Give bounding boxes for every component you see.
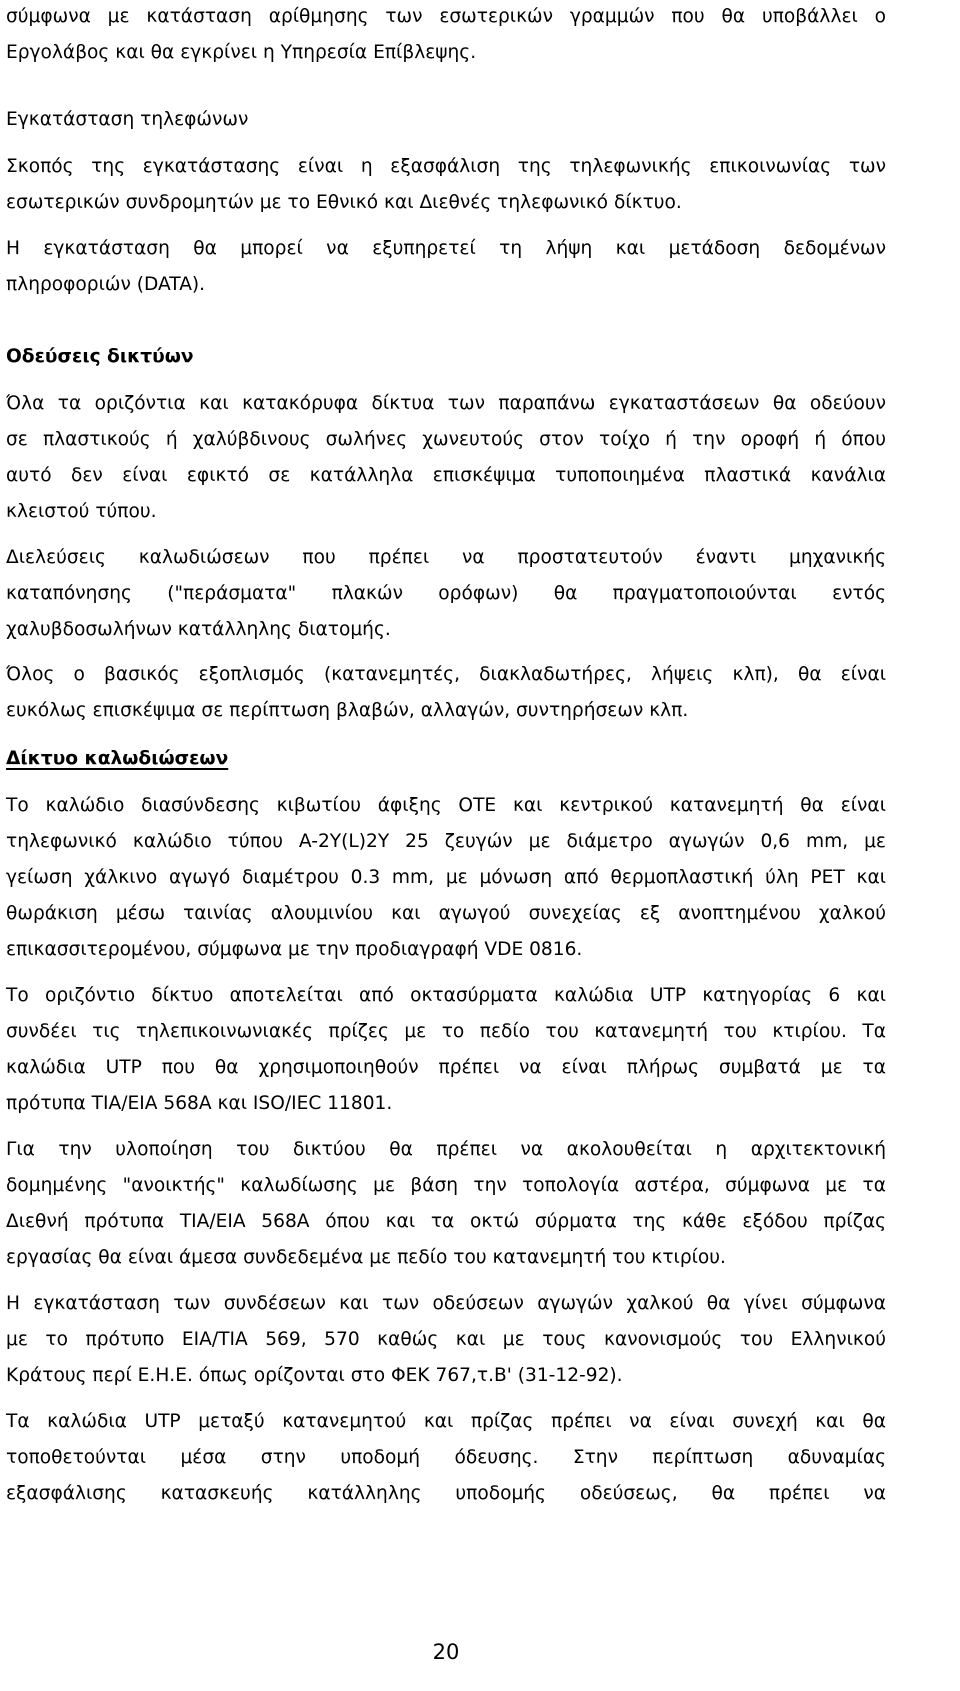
section-heading-network-routes: Οδεύσεις δικτύων [6, 346, 194, 367]
text-line: Το καλώδιο διασύνδεσης κιβωτίου άφιξης ΟΤΕ και κεντρικού κατανεμητή θα είναι [6, 795, 886, 816]
text-line: Όλος ο βασικός εξοπλισμός (κατανεμητές, διακλαδωτήρες, λήψεις κλπ), θα είναι [6, 664, 886, 685]
underlined-heading-text: Δίκτυο καλωδιώσεων [6, 748, 229, 769]
text-line: Τα καλώδια UTP μεταξύ κατανεμητού και πρίζας πρέπει να είναι συνεχή και θα [6, 1411, 886, 1432]
text-line: ευκόλως επισκέψιμα σε περίπτωση βλαβών, αλλαγών, συντηρήσεων κλπ. [6, 700, 689, 721]
text-line: σε πλαστικούς ή χαλύβδινους σωλήνες χωνευτούς στον τοίχο ή την οροφή ή όπου [6, 429, 886, 450]
text-line: εργασίας θα είναι άμεσα συνδεδεμένα με πεδίο του κατανεμητή του κτιρίου. [6, 1247, 726, 1268]
text-line: πρότυπα TIA/EIA 568A και ISO/IEC 11801. [6, 1093, 393, 1114]
page-number: 20 [432, 1640, 460, 1664]
text-line: Διελεύσεις καλωδιώσεων που πρέπει να προστατευτούν έναντι μηχανικής [6, 547, 886, 568]
text-line: Διεθνή πρότυπα TIA/EIA 568A όπου και τα οκτώ σύρματα της κάθε εξόδου πρίζας [6, 1211, 886, 1232]
text-line: Η εγκατάσταση θα μπορεί να εξυπηρετεί τη λήψη και μετάδοση δεδομένων [6, 238, 886, 259]
text-line: με το πρότυπο EIA/TIA 569, 570 καθώς και με τους κανονισμούς του Ελληνικού [6, 1329, 886, 1350]
text-line: συνδέει τις τηλεπικοινωνιακές πρίζες με το πεδίο του κατανεμητή του κτιρίου. Τα [6, 1021, 886, 1042]
text-line: χαλυβδοσωλήνων κατάλληλης διατομής. [6, 619, 391, 640]
text-line: Σκοπός της εγκατάστασης είναι η εξασφάλιση της τηλεφωνικής επικοινωνίας των [6, 156, 886, 177]
section-heading-telephone-installation: Εγκατάσταση τηλεφώνων [6, 109, 249, 130]
text-line: εξασφάλισης κατασκευής κατάλληλης υποδομής οδεύσεως, θα πρέπει να [6, 1483, 886, 1504]
text-line: αυτό δεν είναι εφικτό σε κατάλληλα επισκέψιμα τυποποιημένα πλαστικά κανάλια [6, 465, 886, 486]
text-line: Εργολάβος και θα εγκρίνει η Υπηρεσία Επίβλεψης. [6, 42, 477, 63]
text-line: τοποθετούνται μέσα στην υποδομή όδευσης. Στην περίπτωση αδυναμίας [6, 1447, 886, 1468]
text-line: Κράτους περί Ε.Η.Ε. όπως ορίζονται στο ΦΕΚ 767,τ.Β' (31-12-92). [6, 1365, 623, 1386]
text-line: Για την υλοποίηση του δικτύου θα πρέπει να ακολουθείται η αρχιτεκτονική [6, 1139, 886, 1160]
text-line: Η εγκατάσταση των συνδέσεων και των οδεύσεων αγωγών χαλκού θα γίνει σύμφωνα [6, 1293, 886, 1314]
text-line: καταπόνησης ("περάσματα" πλακών ορόφων) θα πραγματοποιούνται εντός [6, 583, 886, 604]
text-line: γείωση χάλκινο αγωγό διαμέτρου 0.3 mm, με μόνωση από θερμοπλαστική ύλη PET και [6, 867, 886, 888]
text-line: καλώδια UTP που θα χρησιμοποιηθούν πρέπει να είναι πλήρως συμβατά με τα [6, 1057, 886, 1078]
text-line: Το οριζόντιο δίκτυο αποτελείται από οκτασύρματα καλώδια UTP κατηγορίας 6 και [6, 985, 886, 1006]
text-line: εσωτερικών συνδρομητών με το Εθνικό και Διεθνές τηλεφωνικό δίκτυο. [6, 192, 682, 213]
section-heading-cabling-network [6, 742, 886, 776]
text-line: επικασσιτερομένου, σύμφωνα με την προδιαγραφή VDE 0816. [6, 939, 583, 960]
text-line: τηλεφωνικό καλώδιο τύπου A-2Y(L)2Y 25 ζευγών με διάμετρο αγωγών 0,6 mm, με [6, 831, 886, 852]
text-line: σύμφωνα με κατάσταση αρίθμησης των εσωτερικών γραμμών που θα υποβάλλει ο [6, 6, 886, 27]
text-line: κλειστού τύπου. [6, 501, 157, 522]
text-line: θωράκιση μέσω ταινίας αλουμινίου και αγωγού συνεχείας εξ ανοπτημένου χαλκού [6, 903, 886, 924]
text-line: Όλα τα οριζόντια και κατακόρυφα δίκτυα των παραπάνω εγκαταστάσεων θα οδεύουν [6, 393, 886, 414]
text-line: πληροφοριών (DATA). [6, 274, 206, 295]
text-line: δομημένης "ανοικτής" καλωδίωσης με βάση την τοπολογία αστέρα, σύμφωνα με τα [6, 1175, 886, 1196]
